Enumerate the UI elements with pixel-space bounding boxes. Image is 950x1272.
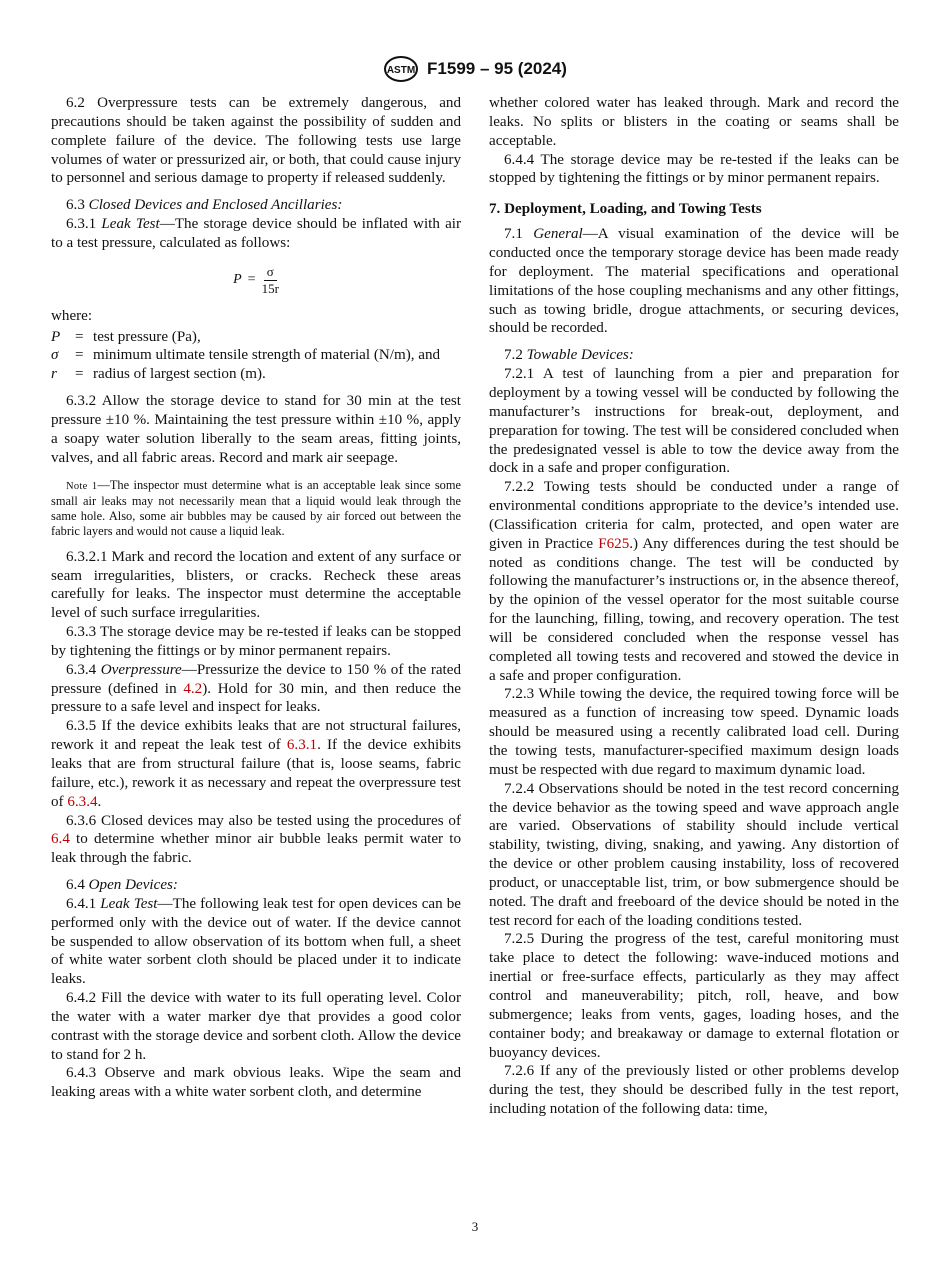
definition-row: P = test pressure (Pa),: [51, 328, 201, 345]
note-1: Note 1—The inspector must determine what is an acceptable leak since some small air leaks may not necessarily mean that a liquid would leak through the same hole. Also, some air bubbles may be caused by air forced out between the fabric layers and would not cause a liquid leak.: [51, 477, 461, 539]
section-7-heading: 7. Deployment, Loading, and Towing Tests: [489, 201, 762, 218]
ref-4-2-link[interactable]: 4.2: [183, 680, 203, 697]
where-label: where:: [51, 307, 93, 324]
definition-row: r = radius of largest section (m).: [51, 366, 266, 383]
paragraph-7-1: 7.1 General—A visual examination of the device will be conducted once the temporary storage device has been made ready for deployment. The material specifications and operational limitations of the hose coupling mechanisms and any other fittings, such as towing bridle, drogue attachments, or securing devices, should be recorded.: [489, 226, 899, 337]
paragraph-6-2: 6.2 Overpressure tests can be extremely dangerous, and precautions should be taken against the possibility of sudden and complete failure of the device. The following tests use large volumes of water or pressurized air, or both, that could cause injury to personnel and serious damage to property if released suddenly.: [51, 95, 461, 187]
document-id: F1599 – 95 (2024): [427, 59, 567, 78]
page-number: 3: [471, 1219, 479, 1234]
paragraph-6-4-3: 6.4.3 Observe and mark obvious leaks. Wipe the seam and leaking areas with a white water sorbent cloth, and determine: [51, 1065, 461, 1101]
paragraph-7-2-2: 7.2.2 Towing tests should be conducted under a range of environmental conditions appropriate to the device’s intended use. (Classification criteria for calm, protected, and open water are given in Practice F625.) Any differences during the test should be noted as conditions change. The test will be conducted by following the manufacturer’s instructions or, in the absence thereof, by the opinion of the vessel operator for the most suitable course for the launching, filling, towing, and recovery operation. The test will be considered concluded when the response vessel has completed all towing tests and recovered and stowed the device in a safe and proper configuration.: [489, 479, 900, 684]
paragraph-6-3-5: 6.3.5 If the device exhibits leaks that are not structural failures, rework it and repeat the leak test of 6.3.1. If the device exhibits leaks that are from structural failure (that is, loose seams, fabric failure, etc.), rework it as necessary and repeat the overpressure test of 6.3.4.: [51, 718, 461, 810]
paragraph-6-3-2: 6.3.2 Allow the storage device to stand for 30 min at the test pressure ±10 %. Maintaining the test pressure within ±10 %, apply a soapy water solution liberally to the seam areas, fitting joints, valves, and all fabric areas. Record and mark air seepage.: [51, 393, 461, 466]
paragraph-6-4-3-continued: whether colored water has leaked through. Mark and record the leaks. No splits or blisters in the coating or seams shall be acceptable.: [489, 95, 899, 149]
left-column: [51, 94, 461, 1102]
definition-row: σ = minimum ultimate tensile strength of material (N/m), and: [51, 347, 441, 364]
svg-text:ASTM: ASTM: [386, 65, 416, 76]
section-6-3-heading: 6.3 Closed Devices and Enclosed Ancillaries:: [66, 197, 343, 214]
ref-f625-link[interactable]: F625: [598, 535, 630, 552]
paragraph-7-2-1: 7.2.1 A test of launching from a pier and preparation for deployment by a towing vessel will be conducted by following the manufacturer’s instructions for break-out, deployment, and preparation for towing. The test will be considered concluded when the predesignated vessel is able to tow the device away from the dock in a safe and proper configuration.: [489, 366, 899, 477]
page-header: [0, 54, 950, 84]
ref-6-4-link[interactable]: 6.4: [51, 831, 70, 848]
section-7-2-heading: 7.2 Towable Devices:: [504, 347, 634, 364]
paragraph-6-4-2: 6.4.2 Fill the device with water to its full operating level. Color the water with a water marker dye that provides a good color contrast with the storage device and sorbent cloth. Allow the device to stand for 2 h.: [51, 990, 461, 1063]
astm-logo-icon: [383, 55, 419, 83]
paragraph-7-2-3: 7.2.3 While towing the device, the required towing force will be measured as a function of increasing tow speed. Dynamic loads should be measured using a recently calibrated load cell. During the towing tests, manufacturer-specified maximum design loads must be respected with due regard to maximum dynamic load.: [489, 686, 899, 778]
paragraph-6-4-1: 6.4.1 Leak Test—The following leak test for open devices can be performed only with the device out of water. If the device cannot be suspended to allow observation of its bottom when full, a sheet of white water sorbent cloth should be placed under it to indicate leaks.: [51, 895, 461, 988]
paragraph-6-3-2-1: 6.3.2.1 Mark and record the location and extent of any surface or seam irregularities, blisters, or cracks. Recheck these areas carefully for leaks. The inspector must determine the acceptable level of such surface irregularities.: [51, 548, 461, 622]
paragraph-6-4-4: 6.4.4 The storage device may be re-tested if the leaks can be stopped by tightening the fittings or by minor permanent repairs.: [489, 151, 899, 187]
section-6-4-heading: 6.4 Open Devices:: [66, 877, 178, 894]
pressure-formula: P = $\frac{\sigma}{15r}$: [233, 264, 279, 297]
paragraph-7-2-4: 7.2.4 Observations should be noted in the test record concerning the device behavior as the towing speed and wave approach angle are varied. Observations of stability should include vertical stability, twisting, diving, snaking, and yawing. Any distortion of the device or other problem causing instability, loss of recovered product, or unacceptable list, trim, or bow submergence should be noted. The draft and freeboard of the device should be noted in the test record for each of the loading conditions tested.: [489, 780, 899, 929]
paragraph-6-3-4: 6.3.4 Overpressure—Pressurize the device to 150 % of the rated pressure (defined in 4.2). Hold for 30 min, and then reduce the pressure to a safe level and inspect for leaks.: [51, 661, 462, 716]
paragraph-7-2-6: 7.2.6 If any of the previously listed or other problems develop during the test, they should be described fully in the test report, including notation of the following data: time,: [489, 1063, 899, 1118]
paragraph-6-3-1: 6.3.1 Leak Test—The storage device should be inflated with air to a test pressure, calculated as follows:: [51, 216, 461, 251]
paragraph-6-3-3: 6.3.3 The storage device may be re-tested if leaks can be stopped by tightening the fittings or by minor permanent repairs.: [51, 624, 461, 659]
ref-6-3-1-link[interactable]: 6.3.1: [286, 737, 318, 754]
paragraph-6-3-6: 6.3.6 Closed devices may also be tested using the procedures of 6.4 to determine whether minor air bubble leaks permit water to leak through the fabric.: [51, 812, 461, 867]
right-column: [489, 94, 899, 1119]
paragraph-7-2-5: 7.2.5 During the progress of the test, careful monitoring must take place to detect the following: wave-induced motions and inertial or free-surface effects, particularly as they may affect control and maneuverability; pitch, roll, heave, and bow submergence; leaks from vents, gages, loading hoses, and the container body; and breakaway or damage to external flotation or buoyancy devices.: [489, 931, 899, 1061]
formula-definitions: [51, 328, 461, 385]
ref-6-3-4-link[interactable]: 6.3.4: [67, 793, 98, 810]
